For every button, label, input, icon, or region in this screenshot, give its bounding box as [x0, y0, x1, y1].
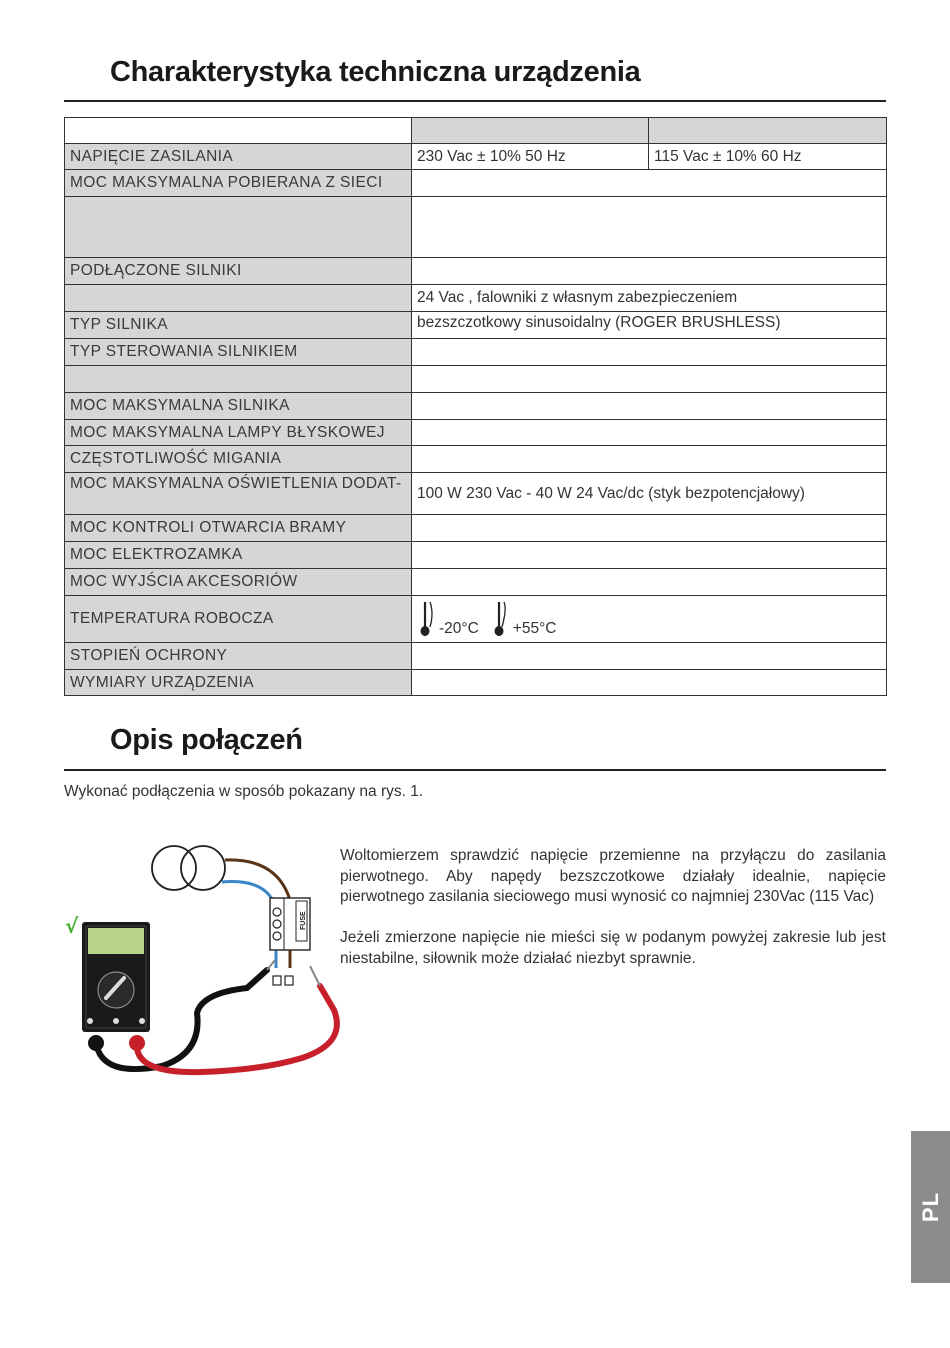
table-row — [65, 312, 887, 339]
spec-value: 100 W 230 Vac - 40 W 24 Vac/dc (styk bezpotencjałowy) — [412, 473, 887, 515]
table-row — [65, 197, 887, 258]
spec-label: TYP STEROWANIA SILNIKIEM — [65, 339, 412, 366]
table-row — [65, 542, 887, 569]
thermometer-hot-icon — [491, 599, 513, 639]
spec-value: bezszczotkowy sinusoidalny (ROGER BRUSHLESS) — [412, 312, 887, 339]
table-row — [65, 144, 887, 170]
multimeter-display — [88, 928, 144, 954]
table-row — [65, 473, 887, 515]
temp-min: -20°C — [439, 620, 479, 638]
language-tab-label: PL — [917, 1191, 943, 1223]
check-icon: √ — [65, 914, 79, 938]
spec-table — [64, 117, 887, 696]
spec-label: MOC KONTROLI OTWARCIA BRAMY — [65, 515, 412, 542]
table-header-row — [65, 118, 887, 144]
spec-label: CZĘSTOTLIWOŚĆ MIGANIA — [65, 446, 412, 473]
language-tab — [911, 1131, 950, 1283]
intro-text: Wykonać podłączenia w sposób pokazany na rys. 1. — [64, 783, 424, 800]
spec-value: 115 Vac ± 10% 60 Hz — [649, 144, 887, 170]
table-row — [65, 339, 887, 366]
spec-value: 24 Vac , falowniki z własnym zabezpieczeniem — [412, 285, 887, 312]
title-underline — [64, 100, 886, 102]
spec-label: MOC MAKSYMALNA LAMPY BŁYSKOWEJ — [65, 420, 412, 446]
spec-label: MOC ELEKTROZAMKA — [65, 542, 412, 569]
spec-label: STOPIEŃ OCHRONY — [65, 643, 412, 670]
table-row — [65, 285, 887, 312]
spec-value: 230 Vac ± 10% 50 Hz — [412, 144, 649, 170]
temp-max: +55°C — [512, 620, 557, 638]
multimeter-diagram — [62, 838, 352, 1088]
fuse-label: FUSE — [300, 911, 307, 930]
spec-label: WYMIARY URZĄDZENIA — [65, 670, 412, 696]
title-underline — [64, 769, 886, 771]
table-row — [65, 366, 887, 393]
spec-label: TYP SILNIKA — [65, 312, 412, 339]
table-row — [65, 596, 887, 643]
section-title-connections: Opis połączeń — [110, 724, 303, 756]
table-row — [65, 643, 887, 670]
table-row — [65, 670, 887, 696]
thermometer-cold-icon — [417, 599, 439, 639]
table-row — [65, 446, 887, 473]
spec-label: MOC MAKSYMALNA OŚWIETLENIA DODAT- — [65, 473, 412, 515]
table-row — [65, 515, 887, 542]
table-row — [65, 170, 887, 197]
transformer-icon — [152, 846, 196, 890]
red-probe-wire — [137, 986, 337, 1072]
spec-label: PODŁĄCZONE SILNIKI — [65, 258, 412, 285]
table-row — [65, 569, 887, 596]
paragraph-voltage-warning: Jeżeli zmierzone napięcie nie mieści się w podanym powyżej zakresie lub jest niestabilne, siłownik może działać niezbyt sprawnie. — [340, 929, 886, 967]
blue-wire — [222, 882, 276, 968]
temperature-cell — [412, 596, 887, 643]
spec-label: MOC MAKSYMALNA SILNIKA — [65, 393, 412, 420]
spec-label: NAPIĘCIE ZASILANIA — [65, 144, 412, 170]
table-row — [65, 420, 887, 446]
spec-label: MOC WYJŚCIA AKCESORIÓW — [65, 569, 412, 596]
spec-label: TEMPERATURA ROBOCZA — [65, 596, 412, 643]
section-title-specs: Charakterystyka techniczna urządzenia — [110, 56, 641, 88]
table-row — [65, 393, 887, 420]
table-row — [65, 258, 887, 285]
spec-label: MOC MAKSYMALNA POBIERANA Z SIECI — [65, 170, 412, 197]
paragraph-voltage-check: Woltomierzem sprawdzić napięcie przemienne na przyłączu do zasilania pierwotnego. Aby napędy bezszczotkowe działały idealnie, napięcie pierwotnego zasilania sieciowego musi wynosić co najmniej 230Vac (115 Vac) — [340, 847, 886, 905]
